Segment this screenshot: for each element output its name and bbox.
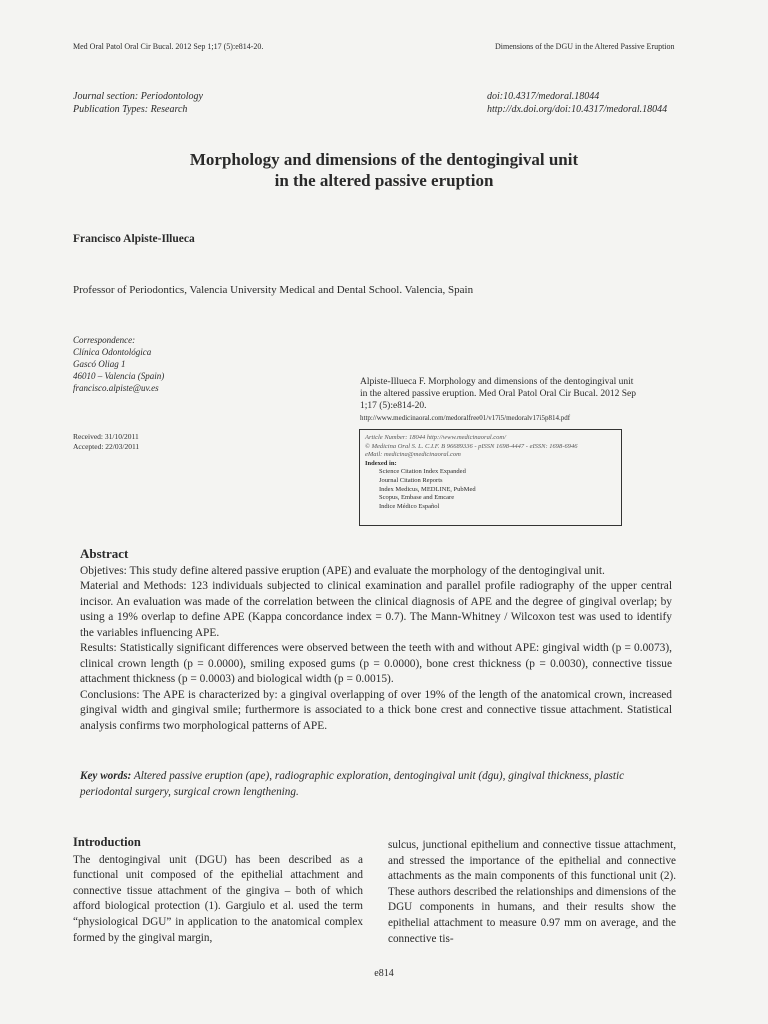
info-box <box>359 429 622 526</box>
info-box-line-1: Article Number: 18044 http://www.medicinaoral.com/ <box>365 434 506 441</box>
info-box-line-2: © Medicina Oral S. L. C.I.F. B 96689336 - pISSN 1698-4447 - eISSN: 1698-6946 <box>365 442 578 450</box>
correspondence-line-1: Clínica Odontológica <box>73 347 152 357</box>
correspondence-email[interactable]: francisco.alpiste@uv.es <box>73 383 159 393</box>
article-title <box>0 149 768 191</box>
citation-line-1: Alpiste-Illueca F. Morphology and dimensions of the dentogingival unit <box>360 377 634 387</box>
introduction-column-2 <box>388 838 676 947</box>
index-item: Science Citation Index Expanded <box>379 468 466 476</box>
introduction-column-1 <box>73 835 363 946</box>
affiliation: Professor of Periodontics, Valencia University Medical and Dental School. Valencia, Spain <box>73 284 474 296</box>
doi-url[interactable]: http://dx.doi.org/doi:10.4317/medoral.18044 <box>487 104 668 115</box>
abstract-heading: Abstract <box>80 546 129 561</box>
introduction-text-1: The dentogingival unit (DGU) has been described as a functional unit composed of the epithelial attachment and connective tissue attachment of the gingiva – both of which afford biological protection (1). Gargiulo et al. used the term “physiological DGU” in application to the anatomical complex formed by the gingival margin, <box>73 853 363 944</box>
doi-block <box>487 90 667 116</box>
index-item: Index Medicus, MEDLINE, PubMed <box>379 485 476 493</box>
journal-section-text: Journal section: Periodontology <box>73 91 203 102</box>
index-item: Scopus, Embase and Emcare <box>379 494 455 502</box>
keywords-text: Altered passive eruption (ape), radiographic exploration, dentogingival unit (dgu), gingival thickness, plastic periodontal surgery, surgical crown lengthening. <box>80 770 625 798</box>
indexed-label: Indexed in: <box>365 459 397 467</box>
received-date: Received: 31/10/2011 <box>73 432 139 441</box>
dates <box>73 432 139 452</box>
keywords <box>80 768 672 800</box>
correspondence-line-2: Gascó Oliag 1 <box>73 359 126 369</box>
index-item: Journal Citation Reports <box>379 476 443 484</box>
abstract-objectives: Objetives: This study define altered passive eruption (APE) and evaluate the morphology of the dentogingival unit. <box>80 564 605 577</box>
abstract-results: Results: Statistically significant differences were observed between the teeth with and without APE: gingival width (p = 0.0073), clinical crown length (p = 0.0000), smiling exposed gums (p = 0.0000), bone crest thickness (p = 0.0030), connective tissue attachment thickness (p = 0.0003) and biological width (p = 0.0015). <box>80 642 672 685</box>
citation-line-2: in the altered passive eruption. Med Oral Patol Oral Cir Bucal. 2012 Sep <box>360 389 636 399</box>
running-header-right: Dimensions of the DGU in the Altered Passive Eruption <box>495 42 675 51</box>
info-box-line-3: eMail: medicina@medicinaoral.com <box>365 451 461 459</box>
citation-url[interactable]: http://www.medicinaoral.com/medoralfree01/v17i5/medoralv17i5p814.pdf <box>360 414 571 422</box>
correspondence <box>73 334 164 394</box>
page-number: e814 <box>374 968 394 979</box>
citation-line-3: 1;17 (5):e814-20. <box>360 401 427 411</box>
publication-type: Publication Types: Research <box>73 104 188 115</box>
author: Francisco Alpiste-Illueca <box>73 233 195 245</box>
abstract-methods: Material and Methods: 123 individuals subjected to clinical examination and parallel profile radiography of the upper central incisor. An evaluation was made of the correlation between the clinical diagnosis of APE and the degree of gingival overlap; by using a 19% overlap to define APE (Kappa concordance index = 0.7). The Mann-Whitney / Wilcoxon test was used to identify the variables influencing APE. <box>80 580 672 639</box>
title-line-1: Morphology and dimensions of the dentogingival unit <box>189 150 579 169</box>
citation <box>360 376 680 424</box>
doi: doi:10.4317/medoral.18044 <box>487 91 600 102</box>
introduction-text-2: sulcus, junctional epithelium and connective tissue attachment, and stressed the importance of the epithelial and connective attachments as the main components of this functional unit (2). These authors described the relationships and dimensions of the DGU components in humans, and their results show the epithelial attachment to measure 0.97 mm on average, and the connective tis- <box>388 839 676 945</box>
keywords-label: Key words: <box>80 770 132 782</box>
correspondence-line-3: 46010 – Valencia (Spain) <box>73 371 165 381</box>
correspondence-label: Correspondence: <box>73 335 136 345</box>
journal-section <box>73 90 203 116</box>
index-item: Indice Médico Español <box>379 502 440 510</box>
running-header-left: Med Oral Patol Oral Cir Bucal. 2012 Sep 1;17 (5):e814-20. <box>73 42 264 51</box>
accepted-date: Accepted: 22/03/2011 <box>73 442 140 451</box>
title-line-2: in the altered passive eruption <box>274 171 494 190</box>
introduction-heading: Introduction <box>73 835 141 849</box>
abstract-conclusions: Conclusions: The APE is characterized by: a gingival overlapping of over 19% of the length of the anatomical crown, increased gingival width and gingival smile; furthermore is associated to a thick bone crest and connective tissue attachment. Statistical analysis confirms two morphological patterns of APE. <box>80 688 672 732</box>
abstract <box>80 546 672 734</box>
